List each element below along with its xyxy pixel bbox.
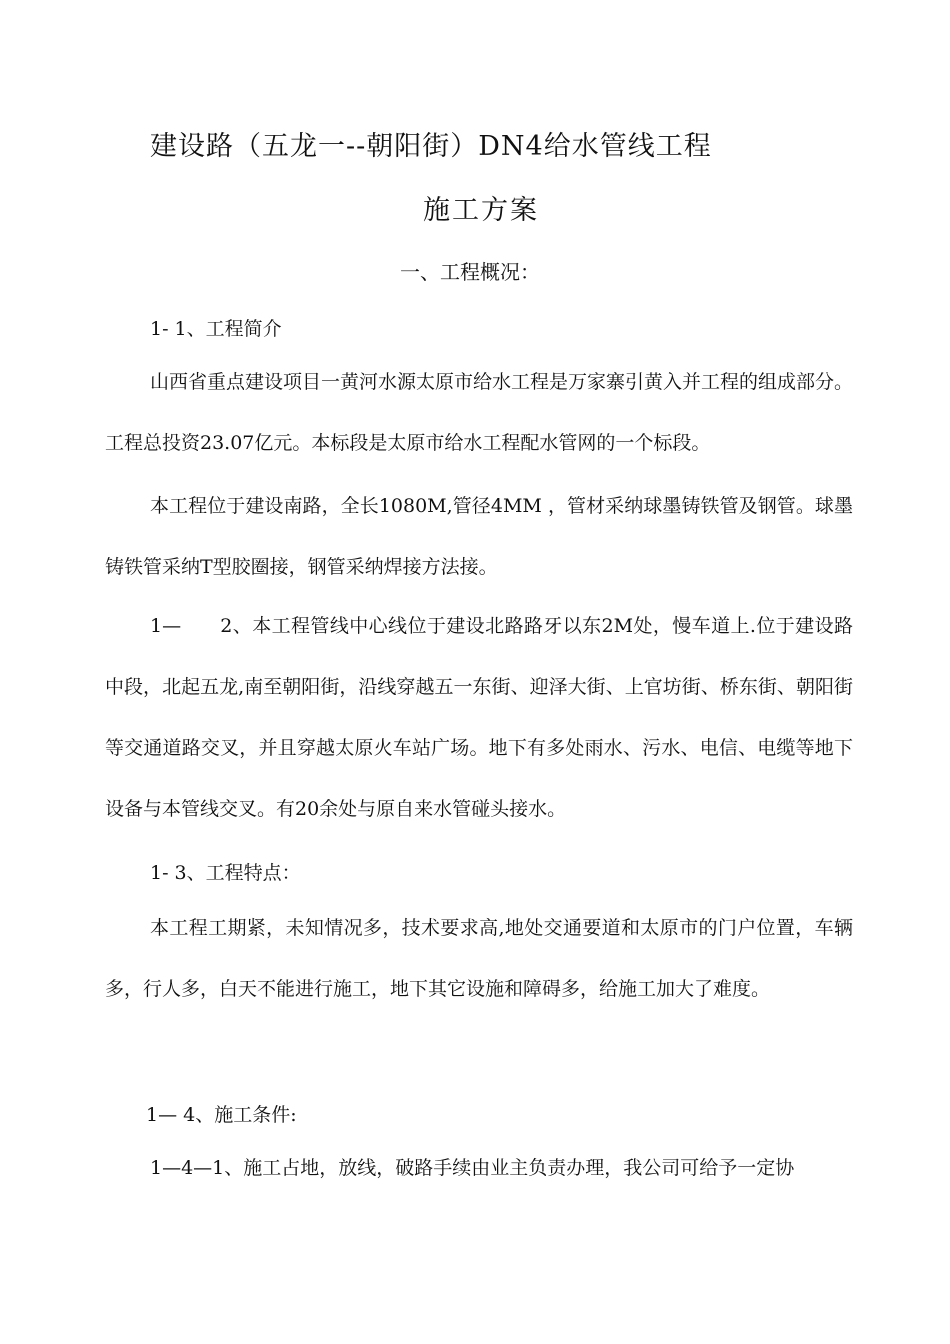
paragraph-project-intro: 山西省重点建设项目一黄河水源太原市给水工程是万家寨引黄入并工程的组成部分。工程总投资23.07亿元。本标段是太原市给水工程配水管网的一个标段。: [105, 371, 854, 454]
paragraph-pipeline-route: 1— 2、本工程管线中心线位于建设北路路牙以东2M处，慢车道上.位于建设路中段，北起五龙,南至朝阳街，沿线穿越五一东街、迎泽大街、上官坊街、桥东街、朝阳街等交通道路交叉，并且穿越太原火车站广场。地下有多处雨水、污水、电信、电缆等地下设备与本管线交叉。有20余处与原自来水管碰头接水。: [105, 615, 853, 820]
paragraph-pipeline-spec: 本工程位于建设南路，全长1080M,管径4MM ，管材采纳球墨铸铁管及钢管。球墨铸铁管采纳T型胶圈接，钢管采纳焊接方法接。: [105, 495, 853, 578]
subheading-construction-conditions: 1— 4、施工条件:: [146, 1104, 297, 1126]
paragraph-construction-conditions: 1—4—1、施工占地，放线，破路手续由业主负责办理，我公司可给予一定协: [150, 1157, 795, 1179]
subheading-project-features: 1- 3、工程特点：: [150, 862, 301, 884]
section-heading-overview: 一、工程概况：: [400, 260, 540, 284]
subheading-project-intro: 1- 1、工程简介: [150, 318, 282, 340]
document-title: 建设路（五龙一--朝阳街）DN4给水管线工程: [150, 131, 712, 162]
paragraph-project-features: 本工程工期紧，未知情况多，技术要求高,地处交通要道和太原市的门户位置，车辆多，行人多，白天不能进行施工，地下其它设施和障碍多，给施工加大了难度。: [105, 917, 853, 1000]
document-subtitle: 施工方案: [423, 195, 539, 226]
